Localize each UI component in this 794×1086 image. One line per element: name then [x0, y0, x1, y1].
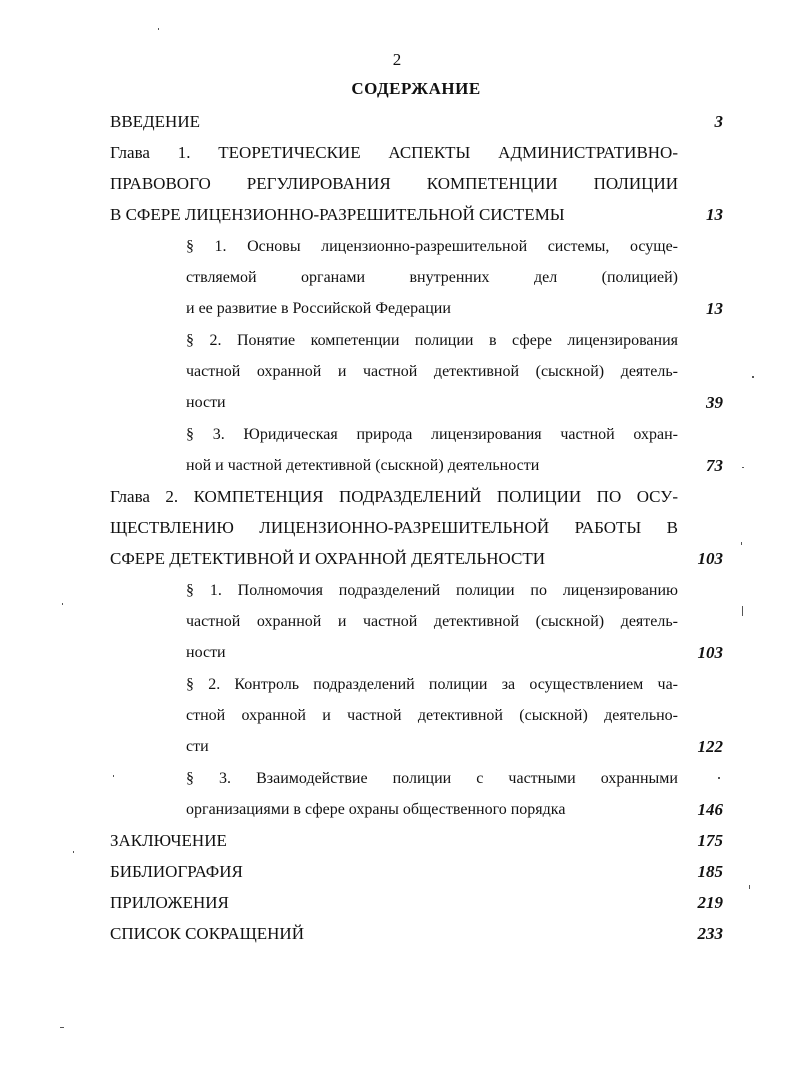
toc-section-title: сти	[186, 738, 209, 755]
toc-page-number: 103	[697, 549, 723, 568]
page-number: 2	[392, 50, 402, 69]
toc-section-1-2-line-1	[0, 325, 794, 356]
toc-entry-abbreviations	[0, 918, 794, 949]
scan-speck	[752, 376, 754, 378]
toc-section-2-2-line-3	[0, 731, 794, 762]
toc-section-2-1-line-3	[0, 637, 794, 668]
toc-section-title: § 1. Основы лицензионно-разрешительной системы, осуще-	[186, 238, 678, 255]
toc-chapter-title: ПРАВОВОГО РЕГУЛИРОВАНИЯ КОМПЕТЕНЦИИ ПОЛИЦИИ	[110, 174, 678, 193]
toc-chapter-2-line-1	[0, 481, 794, 512]
toc-section-title: § 3. Взаимодействие полиции с частными охранными	[186, 770, 678, 787]
toc-entry-appendices	[0, 887, 794, 918]
toc-entry-label: ЗАКЛЮЧЕНИЕ	[110, 831, 227, 850]
toc-page-number: 73	[706, 456, 723, 475]
scan-speck	[718, 777, 720, 779]
toc-section-1-1-line-2	[0, 262, 794, 293]
toc-section-title: § 3. Юридическая природа лицензирования частной охран-	[186, 426, 678, 443]
toc-chapter-1-line-3	[0, 199, 794, 230]
toc-page-number: 185	[697, 862, 723, 881]
toc-section-title: и ее развитие в Российской Федерации	[186, 300, 451, 317]
toc-section-2-2-line-1	[0, 669, 794, 700]
toc-chapter-title: ЩЕСТВЛЕНИЮ ЛИЦЕНЗИОННО-РАЗРЕШИТЕЛЬНОЙ РАБОТЫ В	[110, 518, 678, 537]
toc-page-number: 146	[697, 800, 723, 819]
toc-section-2-1-line-2	[0, 606, 794, 637]
toc-section-title: ной и частной детективной (сыскной) деятельности	[186, 457, 540, 474]
toc-section-1-2-line-2	[0, 356, 794, 387]
scan-speck	[73, 851, 74, 853]
toc-page-number: 13	[706, 205, 723, 224]
toc-section-title: § 1. Полномочия подразделений полиции по лицензированию	[186, 582, 678, 599]
toc-section-title: § 2. Контроль подразделений полиции за осуществлением ча-	[186, 676, 678, 693]
toc-section-1-1-line-3	[0, 293, 794, 324]
toc-section-2-3-line-2	[0, 794, 794, 825]
toc-section-title: § 2. Понятие компетенции полиции в сфере лицензирования	[186, 332, 678, 349]
toc-section-title: ствляемой органами внутренних дел (полицией)	[186, 269, 678, 286]
toc-section-title: ности	[186, 394, 226, 411]
toc-page-number: 233	[697, 924, 723, 943]
toc-chapter-title: СФЕРЕ ДЕТЕКТИВНОЙ И ОХРАННОЙ ДЕЯТЕЛЬНОСТИ	[110, 549, 545, 568]
toc-page-number: 219	[697, 893, 723, 912]
toc-section-2-3-line-1	[0, 763, 794, 794]
scan-speck	[62, 603, 63, 605]
toc-page-number: 103	[697, 643, 723, 662]
toc-page-number: 175	[697, 831, 723, 850]
toc-section-2-2-line-2	[0, 700, 794, 731]
toc-entry-conclusion	[0, 825, 794, 856]
toc-section-title: организациями в сфере охраны общественного порядка	[186, 801, 566, 818]
toc-chapter-2-line-3	[0, 543, 794, 574]
scan-speck	[749, 885, 750, 889]
toc-section-1-2-line-3	[0, 387, 794, 418]
toc-entry-label: ПРИЛОЖЕНИЯ	[110, 893, 229, 912]
scan-speck	[742, 467, 744, 468]
toc-page-number: 122	[697, 737, 723, 756]
toc-section-2-1-line-1	[0, 575, 794, 606]
toc-entry-bibliography	[0, 856, 794, 887]
toc-chapter-1-line-1	[0, 137, 794, 168]
toc-section-1-3-line-2	[0, 450, 794, 481]
toc-heading: СОДЕРЖАНИЕ	[351, 79, 481, 98]
toc-chapter-title: Глава 1. ТЕОРЕТИЧЕСКИЕ АСПЕКТЫ АДМИНИСТРАТИВНО-	[110, 143, 678, 162]
toc-page-number: 3	[714, 112, 723, 131]
toc-entry-label: СПИСОК СОКРАЩЕНИЙ	[110, 924, 304, 943]
toc-section-1-3-line-1	[0, 419, 794, 450]
toc-section-title: частной охранной и частной детективной (сыскной) деятель-	[186, 363, 678, 380]
scan-speck	[158, 28, 159, 30]
toc-chapter-2-line-2	[0, 512, 794, 543]
scan-speck	[742, 606, 743, 616]
toc-entry-label: ВВЕДЕНИЕ	[110, 112, 200, 131]
scan-speck	[60, 1027, 64, 1028]
toc-chapter-title: В СФЕРЕ ЛИЦЕНЗИОННО-РАЗРЕШИТЕЛЬНОЙ СИСТЕМЫ	[110, 205, 565, 224]
toc-section-title: частной охранной и частной детективной (сыскной) деятель-	[186, 613, 678, 630]
toc-chapter-title: Глава 2. КОМПЕТЕНЦИЯ ПОДРАЗДЕЛЕНИЙ ПОЛИЦИИ ПО ОСУ-	[110, 487, 678, 506]
scan-speck	[741, 542, 742, 545]
toc-page-number: 39	[706, 393, 723, 412]
toc-page-number: 13	[706, 299, 723, 318]
scan-speck	[113, 775, 114, 777]
toc-entry-label: БИБЛИОГРАФИЯ	[110, 862, 243, 881]
toc-chapter-1-line-2	[0, 168, 794, 199]
toc-section-title: ности	[186, 644, 226, 661]
toc-entry-intro	[0, 106, 794, 137]
toc-section-title: стной охранной и частной детективной (сыскной) деятельно-	[186, 707, 678, 724]
toc-section-1-1-line-1	[0, 231, 794, 262]
